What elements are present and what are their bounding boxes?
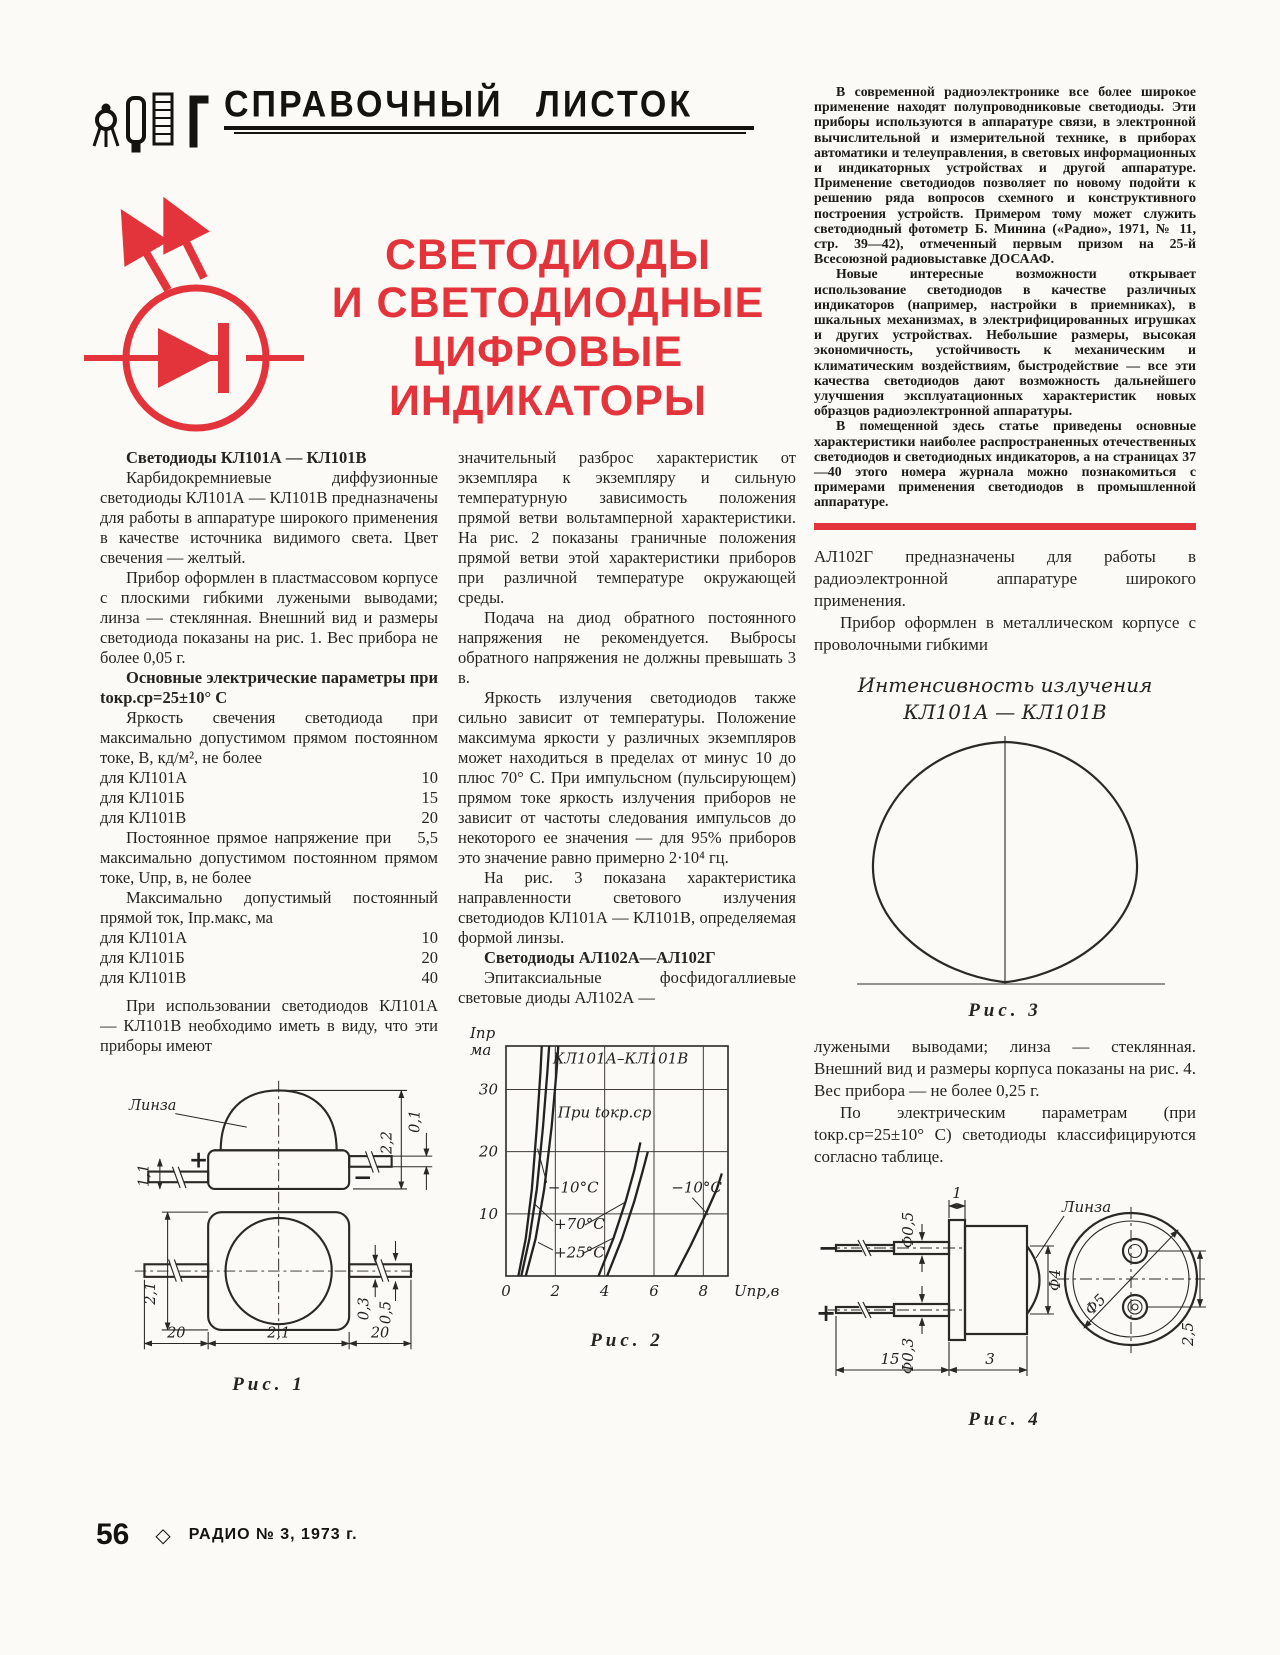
paragraph: Эпитаксиальные фосфидогаллиевые световые диоды АЛ102А — [458, 968, 796, 1007]
dim-lens-d: Ф4 [1046, 1268, 1064, 1291]
dim-body-len: 3 [985, 1349, 995, 1368]
spec-value: 40 [421, 968, 438, 987]
plus-sign: + [816, 1297, 837, 1327]
fig2-leader-line [535, 1205, 553, 1222]
banner-title: СПРАВОЧНЫЙ ЛИСТОК [224, 84, 694, 126]
journal-issue-label: РАДИО № 3, 1973 г. [188, 1526, 358, 1543]
fig3-radiation-pattern [835, 730, 1175, 992]
plus-sign: + [188, 1146, 209, 1174]
paragraph: АЛ102Г предназначены для работы в радиоэлектронной аппаратуре широкого применения. [814, 546, 1196, 610]
spec-row [100, 928, 438, 948]
paragraph: По электрическим параметрам (при tокр.ср=25±10° С) светодиоды классифицируются согласно таблице. [814, 1102, 1196, 1166]
fig2-ytick-label: 10 [478, 1204, 498, 1223]
fig2-temperature-label: −10°C [671, 1178, 722, 1197]
fig4-drawing [814, 1184, 1210, 1396]
red-divider-bar [814, 523, 1196, 530]
paragraph: При использовании светодиодов КЛ101А — КЛ101В необходимо иметь в виду, что эти приборы имеют [100, 996, 438, 1055]
article-title-line: ЦИФРОВЫЕ [412, 327, 684, 376]
spec-label: для КЛ101А [100, 928, 188, 947]
paragraph: Карбидокремниевые диффузионные светодиоды КЛ101А — КЛ101В предназначены для работы в аппаратуре широкого применения в качестве источника видимого света. Цвет свечения — желтый. [100, 468, 438, 567]
led-schematic-symbol [84, 190, 304, 445]
spec-value: 10 [421, 928, 438, 947]
page-number: 56 [96, 1518, 130, 1551]
lens-label: Линза [1062, 1197, 1112, 1216]
fig3-title-line: КЛ101А — КЛ101В [903, 699, 1107, 724]
paragraph: Максимально допустимый постоянный прямой ток, Iпр.макс, ма [100, 888, 438, 927]
dim-dome-height: 2,2 [379, 1131, 396, 1155]
fig2-temperature-label: +25°C [554, 1243, 605, 1262]
paragraph: Яркость свечения светодиода при максимально допустимом прямом постоянном токе, В, кд/м², не более [100, 708, 438, 767]
fig2-xtick-label: 2 [550, 1282, 561, 1300]
article-title-line: И СВЕТОДИОДНЫЕ [331, 279, 765, 328]
fig2-curve [518, 1046, 541, 1276]
fig2-xtick-label: 6 [649, 1282, 659, 1300]
spec-value: 10 [421, 768, 438, 787]
dim-body-height: 2,1 [143, 1281, 160, 1305]
banner-rule [224, 126, 754, 130]
figure-2-caption: Рис. 2 [590, 1330, 664, 1351]
dim-lead-len: 15 [880, 1349, 900, 1368]
right-column [814, 84, 1196, 1431]
fig2-temperature-label: −10°C [547, 1178, 599, 1197]
figure-1-caption: Рис. 1 [232, 1374, 306, 1395]
dim-flange: 1 [952, 1183, 962, 1202]
fig3-title [814, 672, 1196, 726]
lede-paragraph: В современной радиоэлектронике все более широкое применение находят полупроводниковые светодиоды. Эти приборы используются в аппаратуре связи, в электронной вычислительной и измерительной технике, в приборах автоматики и телеуправления, в световых информационных и индикаторных устройствах и другой аппаратуре. Применение светодиодов позволяет по новому подойти к решению ряда вопросов схемного и конструктивного построения устройств. Примером тому может служить светодиодный фотометр Б. Минина («Радио», 1971, № 11, стр. 39—42), отмеченный первым призом на 25-й Всесоюзной радиовыставке ДОСААФ. [814, 84, 1196, 267]
spec-label: для КЛ101В [100, 808, 187, 827]
paragraph: Прибор оформлен в пластмассовом корпусе с плоскими гибкими лужеными выводами; линза — стеклянная. Внешний вид и размеры светодиода показаны на рис. 1. Вес прибора не более 0,05 г. [100, 568, 438, 667]
paragraph: Прибор оформлен в металлическом корпусе с проволочными гибкими [814, 612, 1196, 654]
diode-symbol-icon [84, 288, 304, 428]
spec-value: 15 [421, 788, 438, 807]
fig2-yaxis-label: Iпр [470, 1024, 496, 1042]
middle-column [458, 448, 796, 1351]
figure-3-caption: Рис. 3 [968, 999, 1042, 1021]
fig2-curve [526, 1046, 559, 1276]
figure-3 [814, 672, 1196, 1022]
fig2-ytick-label: 20 [478, 1142, 498, 1161]
fig2-xtick-label: 4 [599, 1282, 610, 1300]
dim-lead-d-top: Ф0,5 [899, 1211, 917, 1248]
minus-sign: − [818, 1232, 839, 1262]
lens-label: Линза [128, 1097, 177, 1114]
paragraph: Подача на диод обратного постоянного напряжения не рекомендуется. Выбросы обратного напряжения не должны превышать 3 в. [458, 608, 796, 687]
article-title-line: СВЕТОДИОДЫ [384, 230, 711, 279]
spec-value: 5,5 [417, 828, 438, 847]
paragraph: лужеными выводами; линза — стеклянная. Внешний вид и размеры корпуса показаны на рис. 4. Вес прибора — не более 0,25 г. [814, 1036, 1196, 1100]
spec-row [100, 968, 438, 988]
figure-4 [814, 1184, 1196, 1431]
dim-lead-w2: 0,5 [378, 1301, 395, 1325]
spec-value: 20 [421, 948, 438, 967]
dim-body-width: 2,1 [267, 1325, 291, 1342]
fig2-xtick-label: 0 [501, 1282, 511, 1300]
spec-value: 20 [421, 808, 438, 827]
section-heading-al102: Светодиоды АЛ102А—АЛ102Г [484, 948, 716, 967]
fig2-series-title: КЛ101А–КЛ101В [552, 1049, 689, 1068]
spec-row [100, 768, 438, 788]
dim-lead-len-left: 20 [167, 1325, 186, 1342]
lede-paragraph: Новые интересные возможности открывает использование светодиодов в качестве различных индикаторов (например, настройки в приемниках), в шкальных механизмах, в электрифицированных игрушках и других устройствах. Небольшие размеры, высокая экономичность, устойчивость к механическим и климатическим воздействиям, быстродействие — все эти качества светодиодов дают возможность дальнейшего улучшения эксплуатационных характеристик новых образцов радиоэлектронной аппаратуры. [814, 266, 1196, 419]
lede-paragraph: В помещенной здесь статье приведены основные характеристики наиболее распространенных отечественных светодиодов и светодиодных индикаторов, а на страницах 37—40 этого номера журнала можно познакомиться с примерами применения светодиодов в промышленной аппаратуре. [814, 418, 1196, 510]
article-title [322, 231, 774, 425]
header-banner [90, 84, 754, 160]
paragraph: На рис. 3 показана характеристика направленности светового излучения светодиодов КЛ101А — КЛ101В, определяемая формой линзы. [458, 868, 796, 947]
fig2-condition-label: При tокр.ср [557, 1103, 652, 1122]
fig1-drawing [100, 1070, 438, 1362]
paragraph: Яркость излучения светодиодов также сильно зависит от температуры. Положение максимума яркости у различных экземпляров может находиться в пределах от минус 10 до плюс 70° С. При импульсном (пульсирующем) прямом токе яркость излучения приборов не зависит от частоты следования импульсов до некоторого ее значения — для 95% приборов это значение равно примерно 2·10⁴ гц. [458, 688, 796, 867]
spec-label: для КЛ101В [100, 968, 187, 987]
dim-lead-w1: 0,3 [356, 1297, 373, 1321]
spec-row [100, 788, 438, 808]
left-column [100, 448, 438, 1395]
dim-lead-len-right: 20 [370, 1325, 390, 1342]
page-footer [96, 1518, 358, 1552]
figure-2 [458, 1018, 796, 1351]
light-emission-arrows-icon [126, 206, 204, 290]
spec-label: для КЛ101Б [100, 788, 185, 807]
fig2-yaxis-label: ма [470, 1041, 492, 1059]
dim-pin-pitch: 2,5 [1179, 1321, 1197, 1346]
fig3-title-line: Интенсивность излучения [857, 672, 1153, 697]
banner-rule-thin [234, 132, 746, 134]
fig2-temperature-label: +70°C [554, 1214, 605, 1233]
fig2-xaxis-label: Uпр,в [734, 1282, 780, 1300]
spec-row [100, 948, 438, 968]
fig2-xtick-label: 8 [698, 1282, 709, 1300]
section-heading-kl101: Светодиоды КЛ101А — КЛ101В [126, 448, 367, 467]
dim-lead-d-bottom: Ф0,3 [899, 1337, 917, 1374]
fig2-leader-line [538, 1242, 553, 1249]
diamond-icon: ◇ [155, 1524, 171, 1547]
subsection-heading-parameters: Основные электрические параметры при tокр.ср=25±10° С [100, 668, 438, 707]
fig2-chart [458, 1018, 780, 1318]
paragraph [100, 828, 438, 888]
figure-4-caption: Рис. 4 [968, 1408, 1042, 1430]
spec-label: для КЛ101А [100, 768, 188, 787]
paragraph-text: Постоянное прямое напряжение при максимально допустимом постоянном прямом токе, Uпр, в, не более [100, 828, 438, 887]
vintage-radio-components-icon [90, 84, 218, 160]
article-title-line: ИНДИКАТОРЫ [388, 376, 708, 425]
fig2-ytick-label: 30 [478, 1080, 498, 1099]
lede-block [814, 84, 1196, 510]
minus-sign: − [353, 1164, 373, 1192]
spec-row [100, 808, 438, 828]
dim-lead-thickness: 0,1 [407, 1109, 424, 1133]
figure-1 [100, 1070, 438, 1395]
paragraph: значительный разброс характеристик от экземпляра к экземпляру и сильную температурную зависимость положения прямой ветви вольтамперной характеристики. На рис. 2 показаны граничные положения прямой ветви этой характеристики приборов при различной температуре окружающей среды. [458, 448, 796, 607]
dim-case-d: Ф5 [1081, 1290, 1110, 1319]
spec-label: для КЛ101Б [100, 948, 185, 967]
dim-lead-offset: 1,1 [136, 1163, 153, 1187]
